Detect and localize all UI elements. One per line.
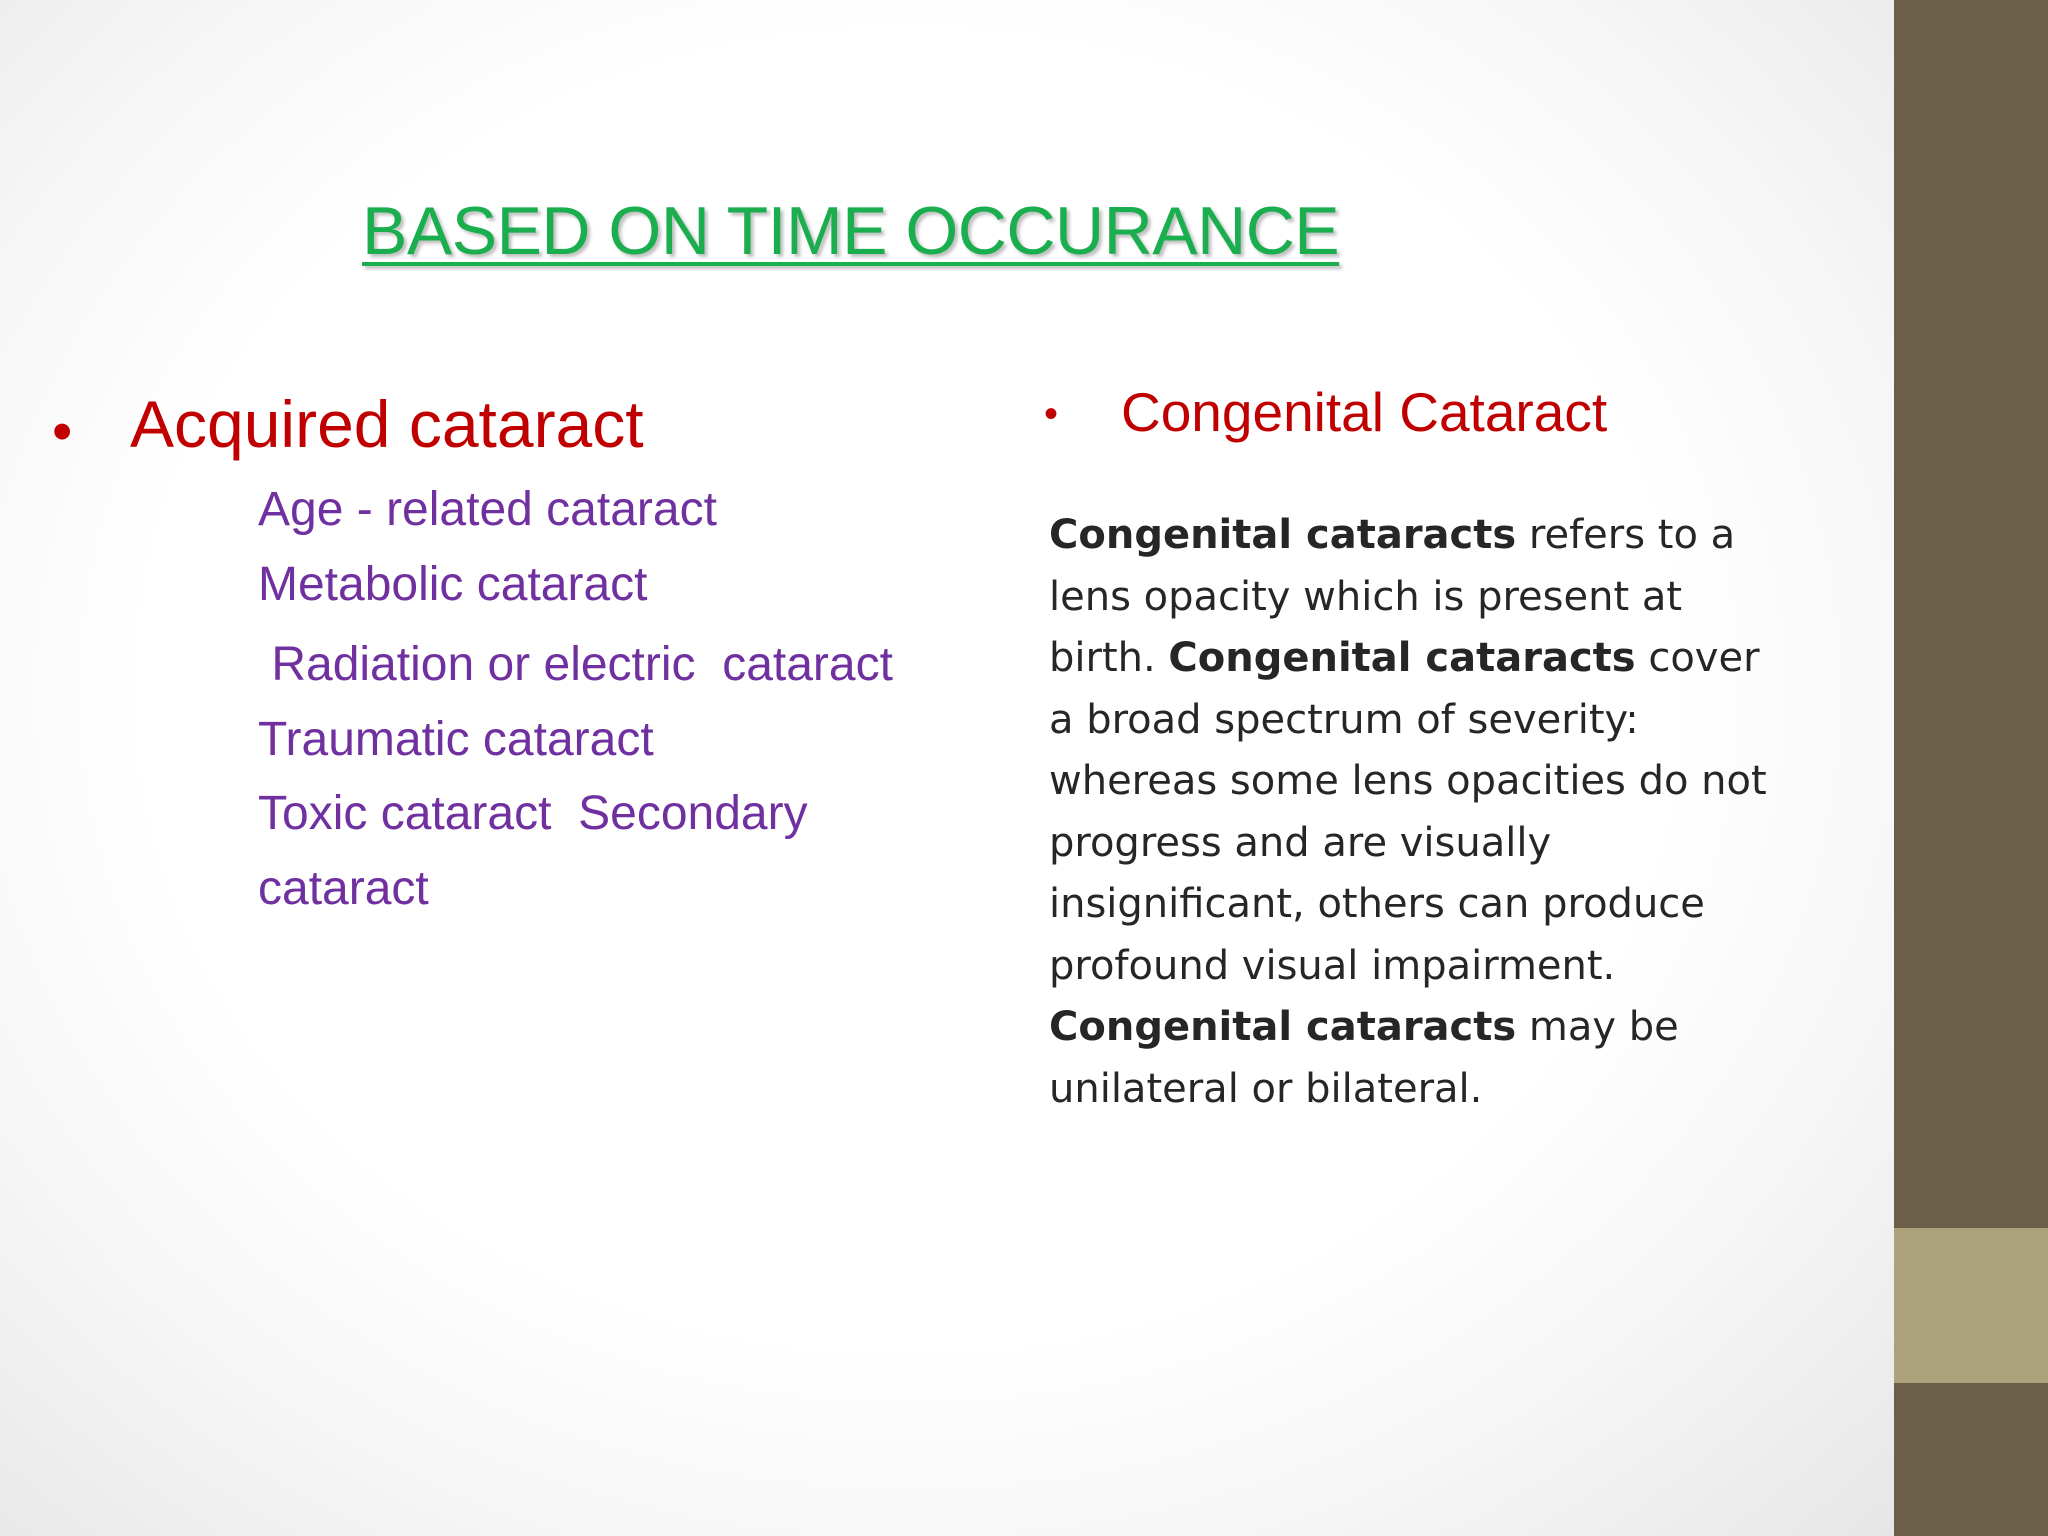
paragraph-text: refers to a lens opacity which is present at birth. — [1049, 512, 1736, 681]
acquired-cataract-heading: Acquired cataract — [130, 387, 644, 461]
left-bullet-icon: • — [52, 399, 73, 464]
list-item-metabolic: Metabolic cataract — [258, 558, 648, 611]
list-item-radiation: Radiation or electric cataract — [258, 638, 893, 691]
slide-title: BASED ON TIME OCCURANCE — [362, 193, 1340, 269]
list-item-cataract: cataract — [258, 862, 429, 915]
paragraph-text: cover a broad spectrum of severity: whereas some lens opacities do not progress and are visually insignificant, others can produce profound visual impairment. — [1049, 635, 1767, 989]
list-item-traumatic: Traumatic cataract — [258, 713, 654, 766]
bold-term: Congenital cataracts — [1049, 1004, 1517, 1050]
paragraph-text: may be unilateral or bilateral. — [1049, 1004, 1679, 1112]
list-item-age-related: Age - related cataract — [258, 483, 717, 536]
right-bullet-icon: • — [1044, 392, 1059, 436]
bold-term: Congenital cataracts — [1168, 635, 1636, 681]
list-item-toxic-secondary: Toxic cataract Secondary — [258, 787, 808, 840]
bold-term: Congenital cataracts — [1049, 512, 1517, 558]
side-accent-block — [1894, 1228, 2048, 1383]
congenital-cataract-heading: Congenital Cataract — [1121, 381, 1608, 443]
congenital-description — [1049, 505, 1769, 1120]
